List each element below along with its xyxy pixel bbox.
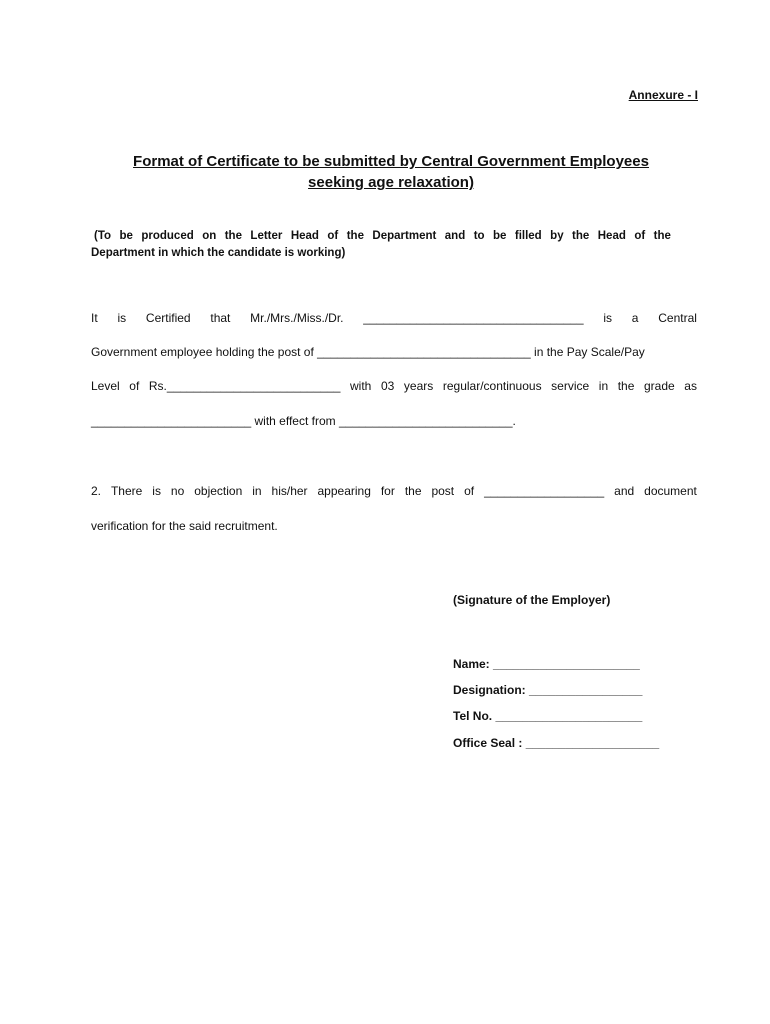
instruction-line-2: Department in which the candidate is working) <box>91 247 346 259</box>
paragraph-1-line-1-word: that <box>210 311 231 325</box>
paragraph-2-line-1-word: 2. <box>91 484 102 498</box>
paragraph-2-line-1-word: for <box>380 484 395 498</box>
instruction-word: of <box>327 230 339 242</box>
paragraph-1-line-3-word: 03 <box>380 379 395 393</box>
instruction-word: to <box>473 230 485 242</box>
paragraph-1-line-3-word: grade <box>644 379 675 393</box>
paragraph-2-line-1-word: and <box>614 484 635 498</box>
instruction-line-1 <box>91 228 671 245</box>
paragraph-2-line-1-word: There <box>110 484 143 498</box>
paragraph-2-line-1 <box>91 483 697 499</box>
paragraph-1-line-1-word: It <box>91 311 98 325</box>
name-field: Name: ______________________ <box>453 657 640 671</box>
instruction-word: Department <box>372 230 437 242</box>
paragraph-1-line-3-word: Rs.__________________________ <box>148 379 341 393</box>
instruction-word: be <box>119 230 133 242</box>
signature-heading: (Signature of the Employer) <box>453 593 611 607</box>
office-seal-field: Office Seal : ____________________ <box>453 736 660 750</box>
paragraph-1-line-1 <box>91 310 697 326</box>
paragraph-1-line-3-word: as <box>684 379 697 393</box>
paragraph-1-line-3-word: with <box>350 379 372 393</box>
instruction-word: on <box>202 230 217 242</box>
instruction-word: filled <box>514 230 542 242</box>
instruction-word: the <box>224 230 242 242</box>
instruction-word: be <box>493 230 507 242</box>
paragraph-1-line-3-word: regular/continuous <box>442 379 542 393</box>
paragraph-1-line-1-word: Central <box>658 311 697 325</box>
title-line-2: seeking age relaxation) <box>308 174 474 191</box>
paragraph-2-line-1-word: of <box>464 484 475 498</box>
instruction-word: the <box>572 230 590 242</box>
instruction-word: and <box>444 230 466 242</box>
instruction-word: Head <box>597 230 626 242</box>
instruction-word: the <box>653 230 671 242</box>
paragraph-1-line-4: ________________________ with effect from __________________________. <box>91 414 516 428</box>
paragraph-1-line-3 <box>91 378 697 394</box>
instruction-note <box>91 228 671 262</box>
instruction-word: Head <box>290 230 319 242</box>
paragraph-2-line-1-word: post <box>431 484 455 498</box>
paragraph-1-line-1-word: is <box>117 311 127 325</box>
designation-field: Designation: _________________ <box>453 683 643 697</box>
paragraph-1-line-3-word: Level <box>91 379 120 393</box>
instruction-word: Letter <box>250 230 283 242</box>
instruction-word: (To <box>94 230 112 242</box>
paragraph-1-line-3-word: years <box>403 379 434 393</box>
title-line-1: Format of Certificate to be submitted by Central Government Employees <box>133 153 649 170</box>
instruction-word: the <box>346 230 364 242</box>
paragraph-1-line-1-word: Mr./Mrs./Miss./Dr. <box>250 311 344 325</box>
paragraph-1-line-1-word: Certified <box>145 311 191 325</box>
paragraph-1-line-3-word: service <box>551 379 590 393</box>
instruction-word: of <box>634 230 646 242</box>
paragraph-2-line-1-word: __________________ <box>484 484 605 498</box>
instruction-word: by <box>550 230 564 242</box>
paragraph-2-line-1-word: in <box>252 484 262 498</box>
paragraph-2-line-1-word: document <box>644 484 697 498</box>
paragraph-1-line-3-word: in <box>598 379 609 393</box>
paragraph-2-line-2: verification for the said recruitment. <box>91 519 278 533</box>
paragraph-2-line-1-word: the <box>404 484 422 498</box>
paragraph-2-line-1-word: no <box>170 484 185 498</box>
paragraph-1-line-3-word: of <box>129 379 140 393</box>
paragraph-1-line-3-word: the <box>617 379 635 393</box>
paragraph-1-line-1-word: a <box>631 311 639 325</box>
paragraph-1-line-2: Government employee holding the post of ________________________________ in the Pay Scale/Pay <box>91 345 645 359</box>
document-title <box>91 151 691 193</box>
paragraph-2-line-1-word: is <box>152 484 161 498</box>
paragraph-2-line-1-word: appearing <box>317 484 371 498</box>
paragraph-2-line-1-word: objection <box>194 484 243 498</box>
paragraph-1-line-1-word: is <box>603 311 612 325</box>
paragraph-2-line-1-word: his/her <box>271 484 308 498</box>
instruction-word: produced <box>141 230 194 242</box>
paragraph-1-line-1-word: _________________________________ <box>363 311 584 325</box>
tel-field: Tel No. ______________________ <box>453 709 643 723</box>
annexure-label: Annexure - I <box>628 88 698 102</box>
